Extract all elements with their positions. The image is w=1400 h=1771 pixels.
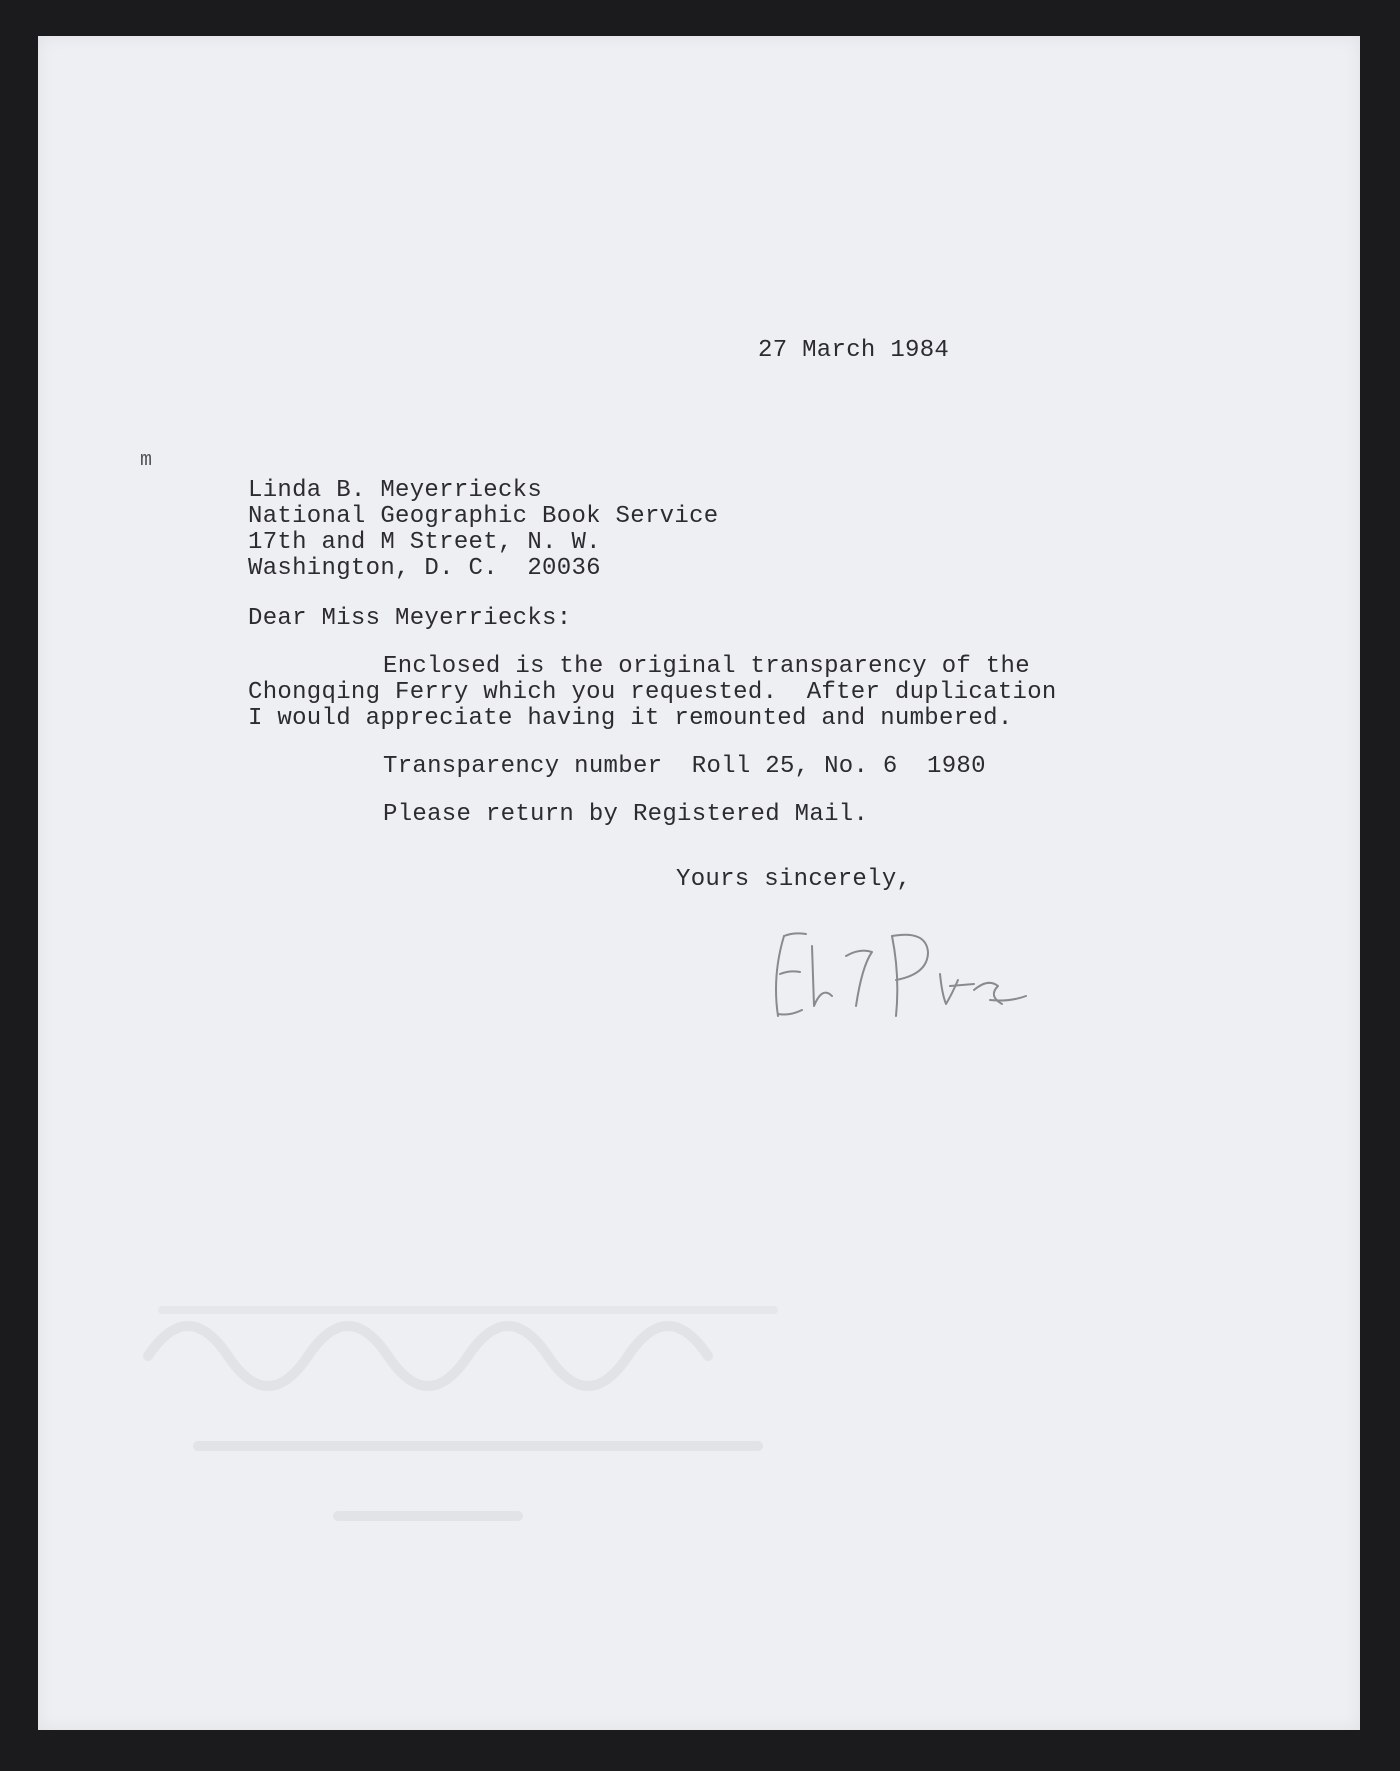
salutation: Dear Miss Meyerriecks:: [248, 605, 572, 632]
body-line-2: Chongqing Ferry which you requested. After duplication: [248, 679, 1057, 706]
address-line-city: Washington, D. C. 20036: [248, 555, 601, 582]
margin-mark: m: [140, 449, 153, 472]
letter-page: [38, 36, 1360, 1730]
body-line-1: Enclosed is the original transparency of the: [383, 653, 1030, 680]
letter-date: 27 March 1984: [758, 337, 950, 364]
return-instruction: Please return by Registered Mail.: [383, 801, 869, 828]
transparency-number-line: Transparency number Roll 25, No. 6 1980: [383, 753, 986, 780]
address-line-organization: National Geographic Book Service: [248, 503, 719, 530]
closing: Yours sincerely,: [676, 866, 912, 893]
body-line-3: I would appreciate having it remounted and numbered.: [248, 705, 1013, 732]
address-line-name: Linda B. Meyerriecks: [248, 477, 543, 504]
handwritten-signature: [764, 916, 1034, 1036]
address-line-street: 17th and M Street, N. W.: [248, 529, 601, 556]
